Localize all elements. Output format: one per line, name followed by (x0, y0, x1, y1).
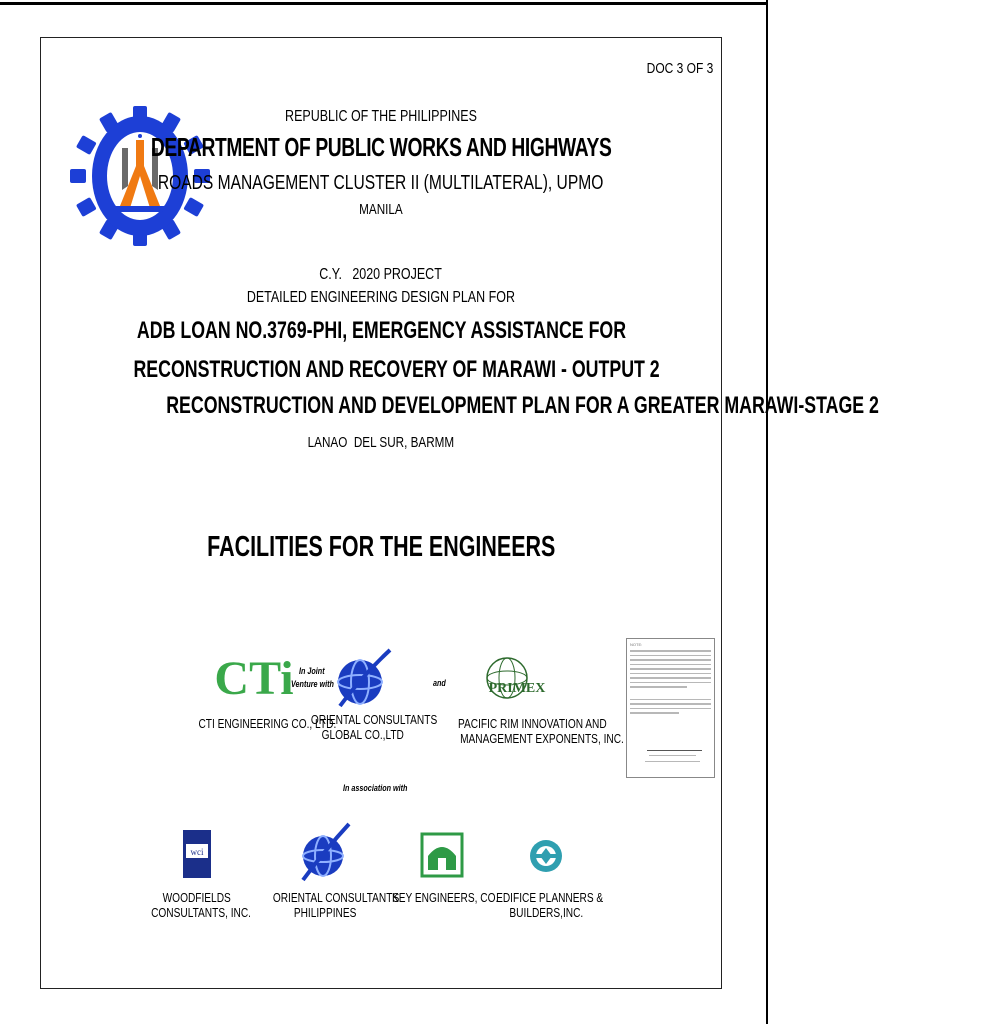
association-label: In association with (343, 783, 408, 793)
department-heading: DEPARTMENT OF PUBLIC WORKS AND HIGHWAYS (150, 132, 612, 162)
firm-woodfields: wci WOODFIELDS CONSULTANTS, INC. (137, 826, 257, 920)
oriental-philippines-globe-icon (297, 820, 353, 884)
cti-logo (214, 650, 294, 705)
city-heading: MANILA (359, 201, 403, 218)
joint-venture-label-1: In Joint (299, 666, 325, 676)
edifice-logo (526, 828, 566, 880)
approval-note: NOTE: (626, 638, 715, 778)
firm-oriental-global: ORIENTAL CONSULTANTS GLOBAL CO.,LTD (293, 646, 433, 742)
project-title-line-2: RECONSTRUCTION AND RECOVERY OF MARAWI - OUTPUT 2 (133, 356, 660, 383)
firm-primex: PRIMEX PACIFIC RIM INNOVATION AND MANAGEMENT EXPONENTS, INC. (437, 652, 587, 746)
right-border-line (766, 0, 768, 1024)
project-title-line-1: ADB LOAN NO.3769-PHI, EMERGENCY ASSISTANCE FOR (136, 317, 626, 344)
svg-text:wci: wci (190, 847, 204, 857)
project-location: LANAO DEL SUR, BARMM (307, 434, 455, 451)
sheet-title: FACILITIES FOR THE ENGINEERS (206, 531, 556, 563)
firm-edifice: EDIFICE PLANNERS & BUILDERS,INC. (481, 828, 611, 920)
project-year: C.Y. 2020 PROJECT (319, 266, 443, 283)
signature-line (647, 750, 702, 751)
project-title-line-3: RECONSTRUCTION AND DEVELOPMENT PLAN FOR A GREATER MARAWI-STAGE 2 (166, 392, 879, 419)
woodfields-logo (181, 826, 213, 882)
doc-number: DOC 3 OF 3 (646, 60, 713, 77)
firm-cti: CTi CTI ENGINEERING CO., LTD. (198, 652, 337, 731)
cluster-heading: ROADS MANAGEMENT CLUSTER II (MULTILATERAL), UPMO (158, 172, 604, 194)
joint-venture-label-2: Venture with (291, 679, 334, 689)
key-engineers-logo (420, 830, 464, 880)
svg-text:PRIMEX: PRIMEX (488, 681, 546, 696)
top-border-line (0, 2, 768, 5)
primex-logo (483, 652, 546, 710)
firm-oriental-philippines: ORIENTAL CONSULTANTS PHILIPPINES (255, 820, 395, 920)
svg-text:CTi: CTi (214, 652, 294, 705)
plan-heading: DETAILED ENGINEERING DESIGN PLAN FOR (246, 289, 516, 306)
firm-key-engineers: KEY ENGINEERS, CO. (377, 830, 507, 905)
republic-heading: REPUBLIC OF THE PHILIPPINES (285, 108, 477, 125)
title-sheet (40, 37, 879, 989)
and-label: and (433, 678, 446, 688)
oriental-consultants-globe-icon (332, 646, 394, 712)
